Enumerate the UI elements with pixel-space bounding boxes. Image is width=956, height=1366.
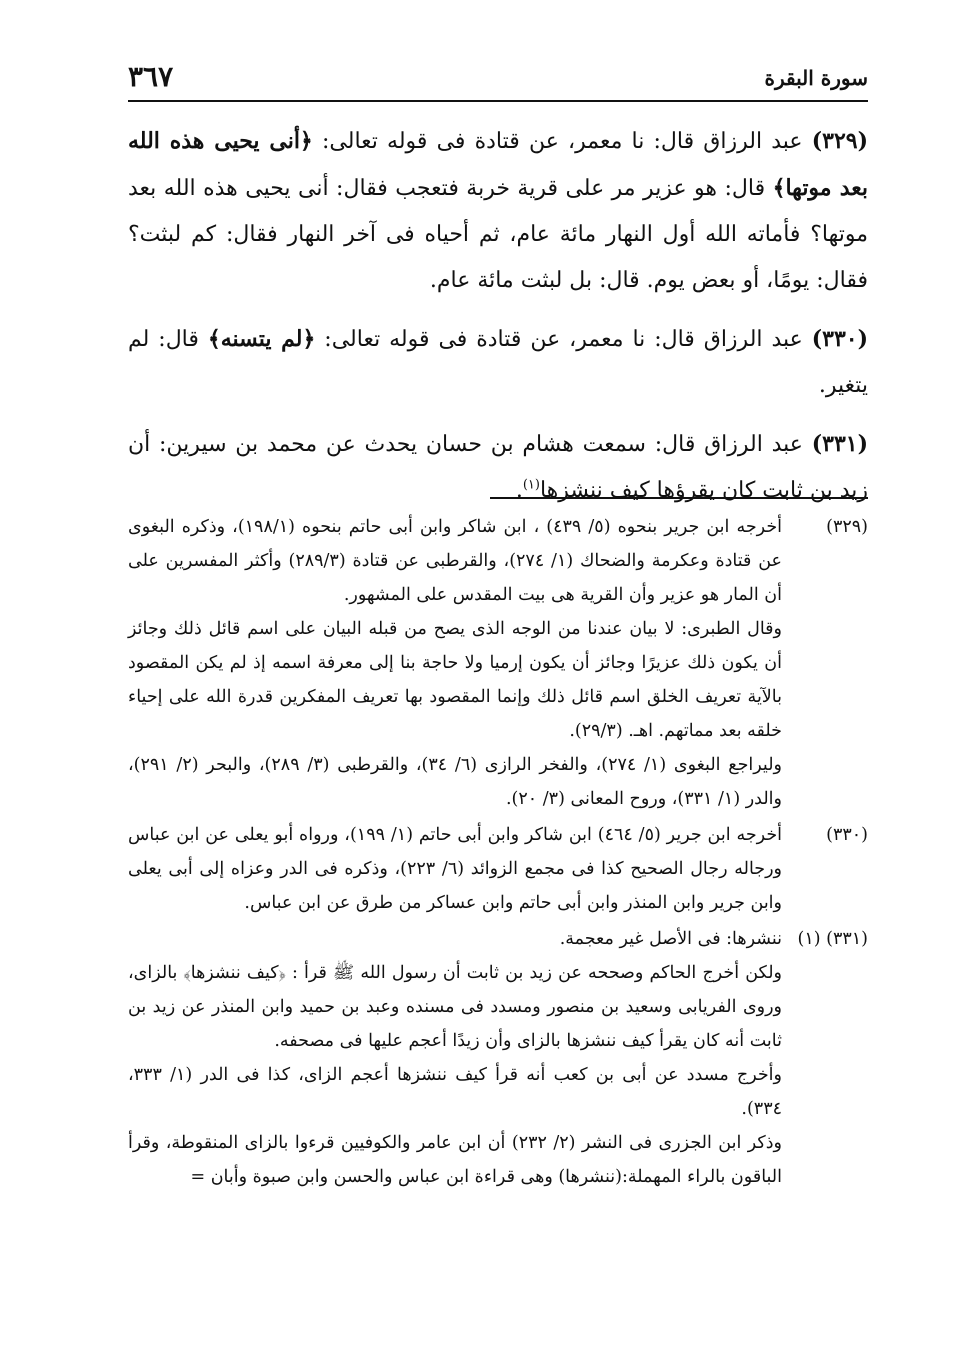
quran-quote: ﴿أنى يحيى هذه الله بعد موتها﴾ — [128, 128, 869, 201]
hadith-number: (٣٢٩) — [811, 128, 868, 154]
footnote-text: وذكر ابن الجزرى فى النشر (٢/ ٢٣٢) أن ابن عامر والكوفيين قرءوا بالزاى المنقوطة، وقرأ الباقون بالراء المهملة:(ننشرها) وهى قراءة ابن عباس والحسن وابن صبوة وأبان = — [128, 1133, 783, 1187]
hadith-text: عبد الرزاق قال: نا معمر، عن قتادة فى قوله تعالى: — [312, 129, 812, 154]
page-number: ٣٦٧ — [128, 60, 174, 93]
hadith-text: عبد الرزاق قال: سمعت هشام بن حسان يحدث عن محمد بن سيرين: أن زيد بن ثابت كان يقرؤها كيف ننشزها — [128, 432, 868, 503]
footnote-divider — [490, 497, 868, 499]
footnote-text: أخرجه ابن جرير بنحوه (٥/ ٤٣٩) ، ابن شاكر وابن أبى حاتم بنحوه (١٩٨/١)، وذكره البغوى عن قتادة وعكرمة والضحاك (١/ ٢٧٤)، والقرطبى عن قتادة (٢٨٩/٣) وأكثر المفسرين على أن المار هو عزير وأن القرية هى بيت المقدس على المشهور. — [128, 517, 783, 605]
footnote-text: وقال الطبرى: لا بيان عندنا من الوجه الذى يصح من قبله البيان على اسم قائل ذلك وجائز أن يكون ذلك عزيرًا وجائز أن يكون إرميا ولا حاجة بنا إلى معرفة اسمه إذ لم يكن المقصود بالآية تعريف الخلق اسم قائل ذلك وإنما المقصود بها تعريف المفكرين قدرة الله على إحياء خلقه بعد مماتهم. اهـ. (٢٩/٣). — [128, 619, 782, 741]
footnote-label: (٣٢٩) — [826, 517, 868, 537]
footnote-331 — [128, 922, 868, 1194]
hadith-329 — [128, 118, 868, 304]
header-divider — [128, 100, 868, 102]
hadith-text: قال: هو عزير مر على قرية خربة فتعجب فقال: أنى يحيى هذه الله بعد موتها؟ فأماته الله أول النهار مائة عام، ثم أحياه فى آخر النهار فقال: كم لبثت؟ فقال: يومًا، أو بعض يوم. قال: بل لبثت مائة عام. — [128, 176, 869, 293]
page-header — [128, 56, 868, 100]
footnote-text: وأخرج مسدد عن أبى بن كعب أنه قرأ كيف ننشزها أعجم الزاى، كذا فى الدر (١/ ٣٣٣، ٣٣٤). — [128, 1065, 782, 1119]
main-text — [128, 118, 868, 526]
hadith-number: (٣٣٠) — [811, 326, 868, 352]
hadith-330 — [128, 316, 868, 409]
hadith-number: (٣٣١) — [811, 431, 868, 457]
footnote-text: وليراجع البغوى (١/ ٢٧٤)، والفخر الرازى (٦/ ٣٤)، والقرطبى (٣/ ٢٨٩)، والبحر (٢/ ٢٩١)، والدر (١/ ٣٣١)، وروح المعانى (٣/ ٢٠). — [128, 755, 782, 809]
quran-quote: ﴿لم يتسنه﴾ — [207, 326, 316, 352]
footnote-reference: (١) — [522, 477, 540, 493]
footnote-329 — [128, 510, 868, 816]
hadith-331 — [128, 421, 868, 514]
footnote-330 — [128, 818, 868, 920]
footnote-text: أخرجه ابن جرير (٥/ ٤٦٤) ابن شاكر وابن أبى حاتم (١/ ١٩٩)، ورواه أبو يعلى عن ابن عباس ورجاله رجال الصحيح كذا فى مجمع الزوائد (٦/ ٢٢٣)، وذكره فى الدر وعزاه إلى أبى يعلى وابن جرير وابن المنذر وابن أبى حاتم وابن عساكر من طرق عن ابن عباس. — [128, 825, 783, 913]
footnote-text: ولكن أخرج الحاكم وصححه عن زيد بن ثابت أن رسول الله ﷺ قرأ : ﴿كيف ننشزها﴾ بالزاى، وروى الفريابى وسعيد بن منصور ومسدد فى مسنده وعبد بن حميد وابن المنذر عن زيد بن ثابت أنه كان يقرأ كيف ننشزها بالزاى وأن زيدًا أعجم عليها فى مصحفه. — [128, 963, 782, 1051]
footnote-label: (٣٣١) (١) — [797, 929, 868, 949]
hadith-text: عبد الرزاق قال: نا معمر، عن قتادة فى قوله تعالى: — [315, 327, 812, 352]
footnote-text: ننشرها: فى الأصل غير معجمة. — [559, 929, 782, 949]
footnotes — [128, 510, 868, 1196]
footnote-label: (٣٣٠) — [826, 825, 868, 845]
hadith-text-end: . — [515, 478, 523, 503]
hadith-text: قال: لم يتغير. — [128, 327, 868, 398]
surah-title: سورة البقرة — [764, 66, 868, 90]
